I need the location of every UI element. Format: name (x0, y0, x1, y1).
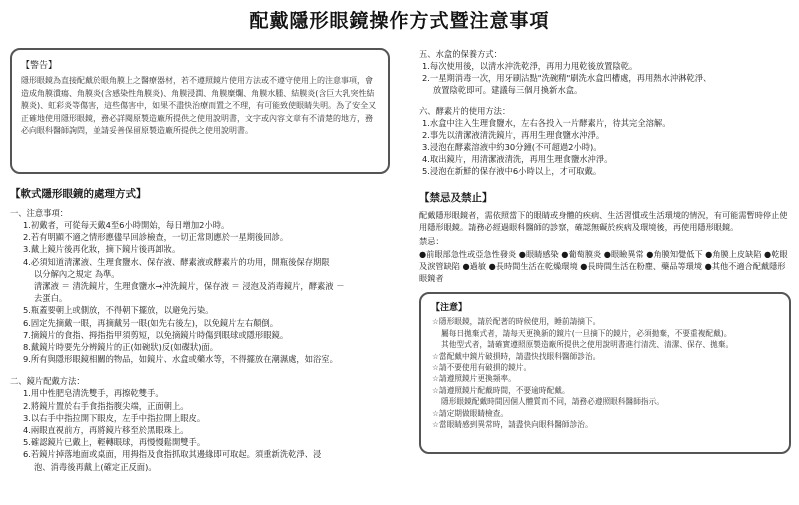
list-item: 5.瓶蓋要朝上或側放，不得朝下擺放，以避免污染。 (23, 305, 214, 316)
list-item: 5.確認鏡片已戴上，輕轉眼球，再慢慢鬆開雙手。 (23, 437, 206, 448)
contraindications-list: ●前眼部急性或亞急性發炎 ●眼睛感染 ●葡萄膜炎 ●眼瞼異常 ●角膜知覺低下 ●角膜上皮缺陷 ●乾眼及淚管缺陷 ●過敏 ●長時間生活在乾燥環境 ●長時間生活在粉塵、藥品等環境 ●其他不適合配戴隱形眼鏡者 (419, 248, 788, 284)
warning-box (10, 48, 390, 174)
notes-title: 一、注意事項： (10, 208, 69, 218)
list-item: 清潔液 ＝ 清洗鏡片，生理食鹽水→沖洗鏡片，保存液 ＝ 浸泡及消毒鏡片，酵素液 － (34, 281, 345, 292)
list-item: 4.必須知道清潔液、生理食鹽水、保存液、酵素液或酵素片的功用，開瓶後保存期限 (23, 256, 330, 267)
list-item: 放置陰乾即可。建議每三個月換新水盒。 (433, 85, 583, 96)
list-item: 4.取出鏡片，用清潔液清洗，再用生理食鹽水沖淨。 (422, 154, 613, 165)
page-title: 配戴隱形眼鏡操作方式暨注意事項 (249, 10, 550, 32)
list-item: 2.若有明顯不適之情形應儘早回診檢查，一切正常則應於一星期後回診。 (23, 232, 289, 243)
section-title-soft-lens: 【軟式隱形眼鏡的處理方式】 (10, 188, 147, 200)
list-item: ☆請不要使用有破損的鏡片。 (432, 363, 532, 373)
list-item: 去蛋白。 (34, 293, 68, 304)
list-item: 7.摘鏡片的食指、拇指指甲須剪短，以免摘鏡片時傷到眼球或隱形眼鏡。 (23, 329, 289, 340)
caution-box (419, 292, 791, 454)
wearing-title: 二、鏡片配戴方法： (10, 376, 85, 387)
warning-body: 隱形眼鏡為直接配戴於眼角膜上之醫療器材，若不遵照鏡片使用方法或不遵守使用上的注意事項，會造成角膜潰瘍、角膜炎(含感染性角膜炎)、角膜浸潤、角膜糜爛、角膜水腫、結膜炎(含巨大乳突性結膜炎)、虹彩炎等傷害，這些傷害中，如果不盡快治療而置之不理，有可能致使眼睛失明。為了安全又正確地使用隱形眼鏡，務必詳閱原製造廠所提供之使用說明書，文字或內容文章有不清楚的地方，務必向眼科醫師詢問，並請妥善保留原製造廠所提供之使用說明書。 (21, 76, 377, 136)
enzyme-title: 六、酵素片的使用方法： (419, 105, 511, 116)
list-item: 泡、消毒後再戴上(確定正反面)。 (34, 461, 157, 472)
list-item: 其他型式者，請確實遵照原製造廠所提供之使用說明書進行清洗、清潔、保存、拋棄。 (441, 340, 734, 350)
list-item: 9.所有與隱形眼鏡相關的物品，如鏡片、水盒或藥水等，不得擺放在潮濕處，如浴室。 (23, 354, 338, 365)
contraindications-label: 禁忌： (419, 236, 444, 247)
list-item: 2.一星期消毒一次，用牙刷沾點"洗碗精"刷洗水盒凹槽處，再用熱水沖淋乾淨、 (422, 73, 712, 84)
list-item: 以分解內之規定 為準。 (34, 268, 120, 279)
left-column (10, 48, 392, 473)
list-item: 2.將鏡片置於右手食指指腹尖端，正面朝上。 (23, 400, 189, 411)
list-item: 4.兩眼直視前方，再將鏡片移至於黑眼珠上。 (23, 425, 189, 436)
list-item: 5.浸泡在新鮮的保存液中6小時以上，才可取戴。 (422, 166, 602, 177)
list-item: 1.用中性肥皂清洗雙手，再擦乾雙手。 (23, 388, 164, 399)
list-item: 1.初戴者，可從每天戴4至6小時開始，每日增加2小時。 (23, 220, 230, 230)
list-item: ☆隱形眼鏡，請於配著的時候使用，睡前請摘下。 (432, 317, 601, 327)
list-item: 3.浸泡在酵素溶液中約30分鐘(不可超過2小時)。 (422, 142, 602, 153)
list-item: ☆請遵照鏡片更換頻率。 (432, 374, 516, 384)
list-item: ☆請遵照鏡片配戴時間，不要逾時配戴。 (432, 385, 570, 395)
list-item: 1.水盒中注入生理食鹽水，左右各投入一片酵素片，待其完全溶解。 (422, 117, 671, 128)
list-item: 屬每日拋棄式者，請每天更換新的鏡片(一旦摘下的鏡片，必須拋棄，不要重複配戴)。 (441, 328, 732, 338)
contraindications-paragraph: 配戴隱形眼鏡者，需依照當下的眼睛或身體的疾病、生活習慣或生活環境的情況，有可能需暫時停止使用隱形眼鏡。請務必經過眼科醫師的診察，確認無礙於疾病及環境後，再使用隱形眼鏡。 (419, 209, 788, 232)
list-item: ☆當配戴中鏡片破損時，請盡快找眼科醫師診治。 (432, 351, 601, 361)
contraindications-title: 【禁忌及禁止】 (419, 191, 493, 204)
list-item: ☆當眼睛感到異常時，請盡快向眼科醫師診治。 (432, 420, 593, 430)
list-item: 6.固定先摘戴一眼，再摘戴另一眼(如先右後左)，以免鏡片左右顛倒。 (23, 317, 279, 328)
list-item: 2.事先以清潔液清洗鏡片，再用生理食鹽水沖淨。 (422, 129, 605, 140)
warning-heading: 【警告】 (21, 61, 58, 71)
list-item: 隱形眼鏡配戴時間因個人體質而不同，請務必遵照眼科醫師指示。 (441, 397, 664, 407)
caution-title: 【注意】 (431, 303, 468, 314)
list-item: 1.每次使用後，以清水沖洗乾淨，再用力甩乾後放置陰乾。 (422, 61, 638, 71)
right-column (419, 48, 791, 454)
list-item: 6.若鏡片掉落地面或桌面，用拇指及食指抓取其邊緣即可取起。須重新洗乾淨、浸 (23, 449, 322, 460)
case-care-title: 五、水盒的保養方式： (419, 49, 502, 59)
list-item: 3.以右手中指拉開下眼皮，左手中指拉開上眼皮。 (23, 412, 206, 423)
list-item: 8.戴鏡片時要先分辨鏡片的正(如碗狀)反(如碟狀)面。 (23, 342, 219, 353)
list-item: ☆請定期做眼睛檢查。 (432, 408, 509, 418)
list-item: 3.戴上鏡片後再化妝，摘下鏡片後再卸妝。 (23, 244, 181, 255)
